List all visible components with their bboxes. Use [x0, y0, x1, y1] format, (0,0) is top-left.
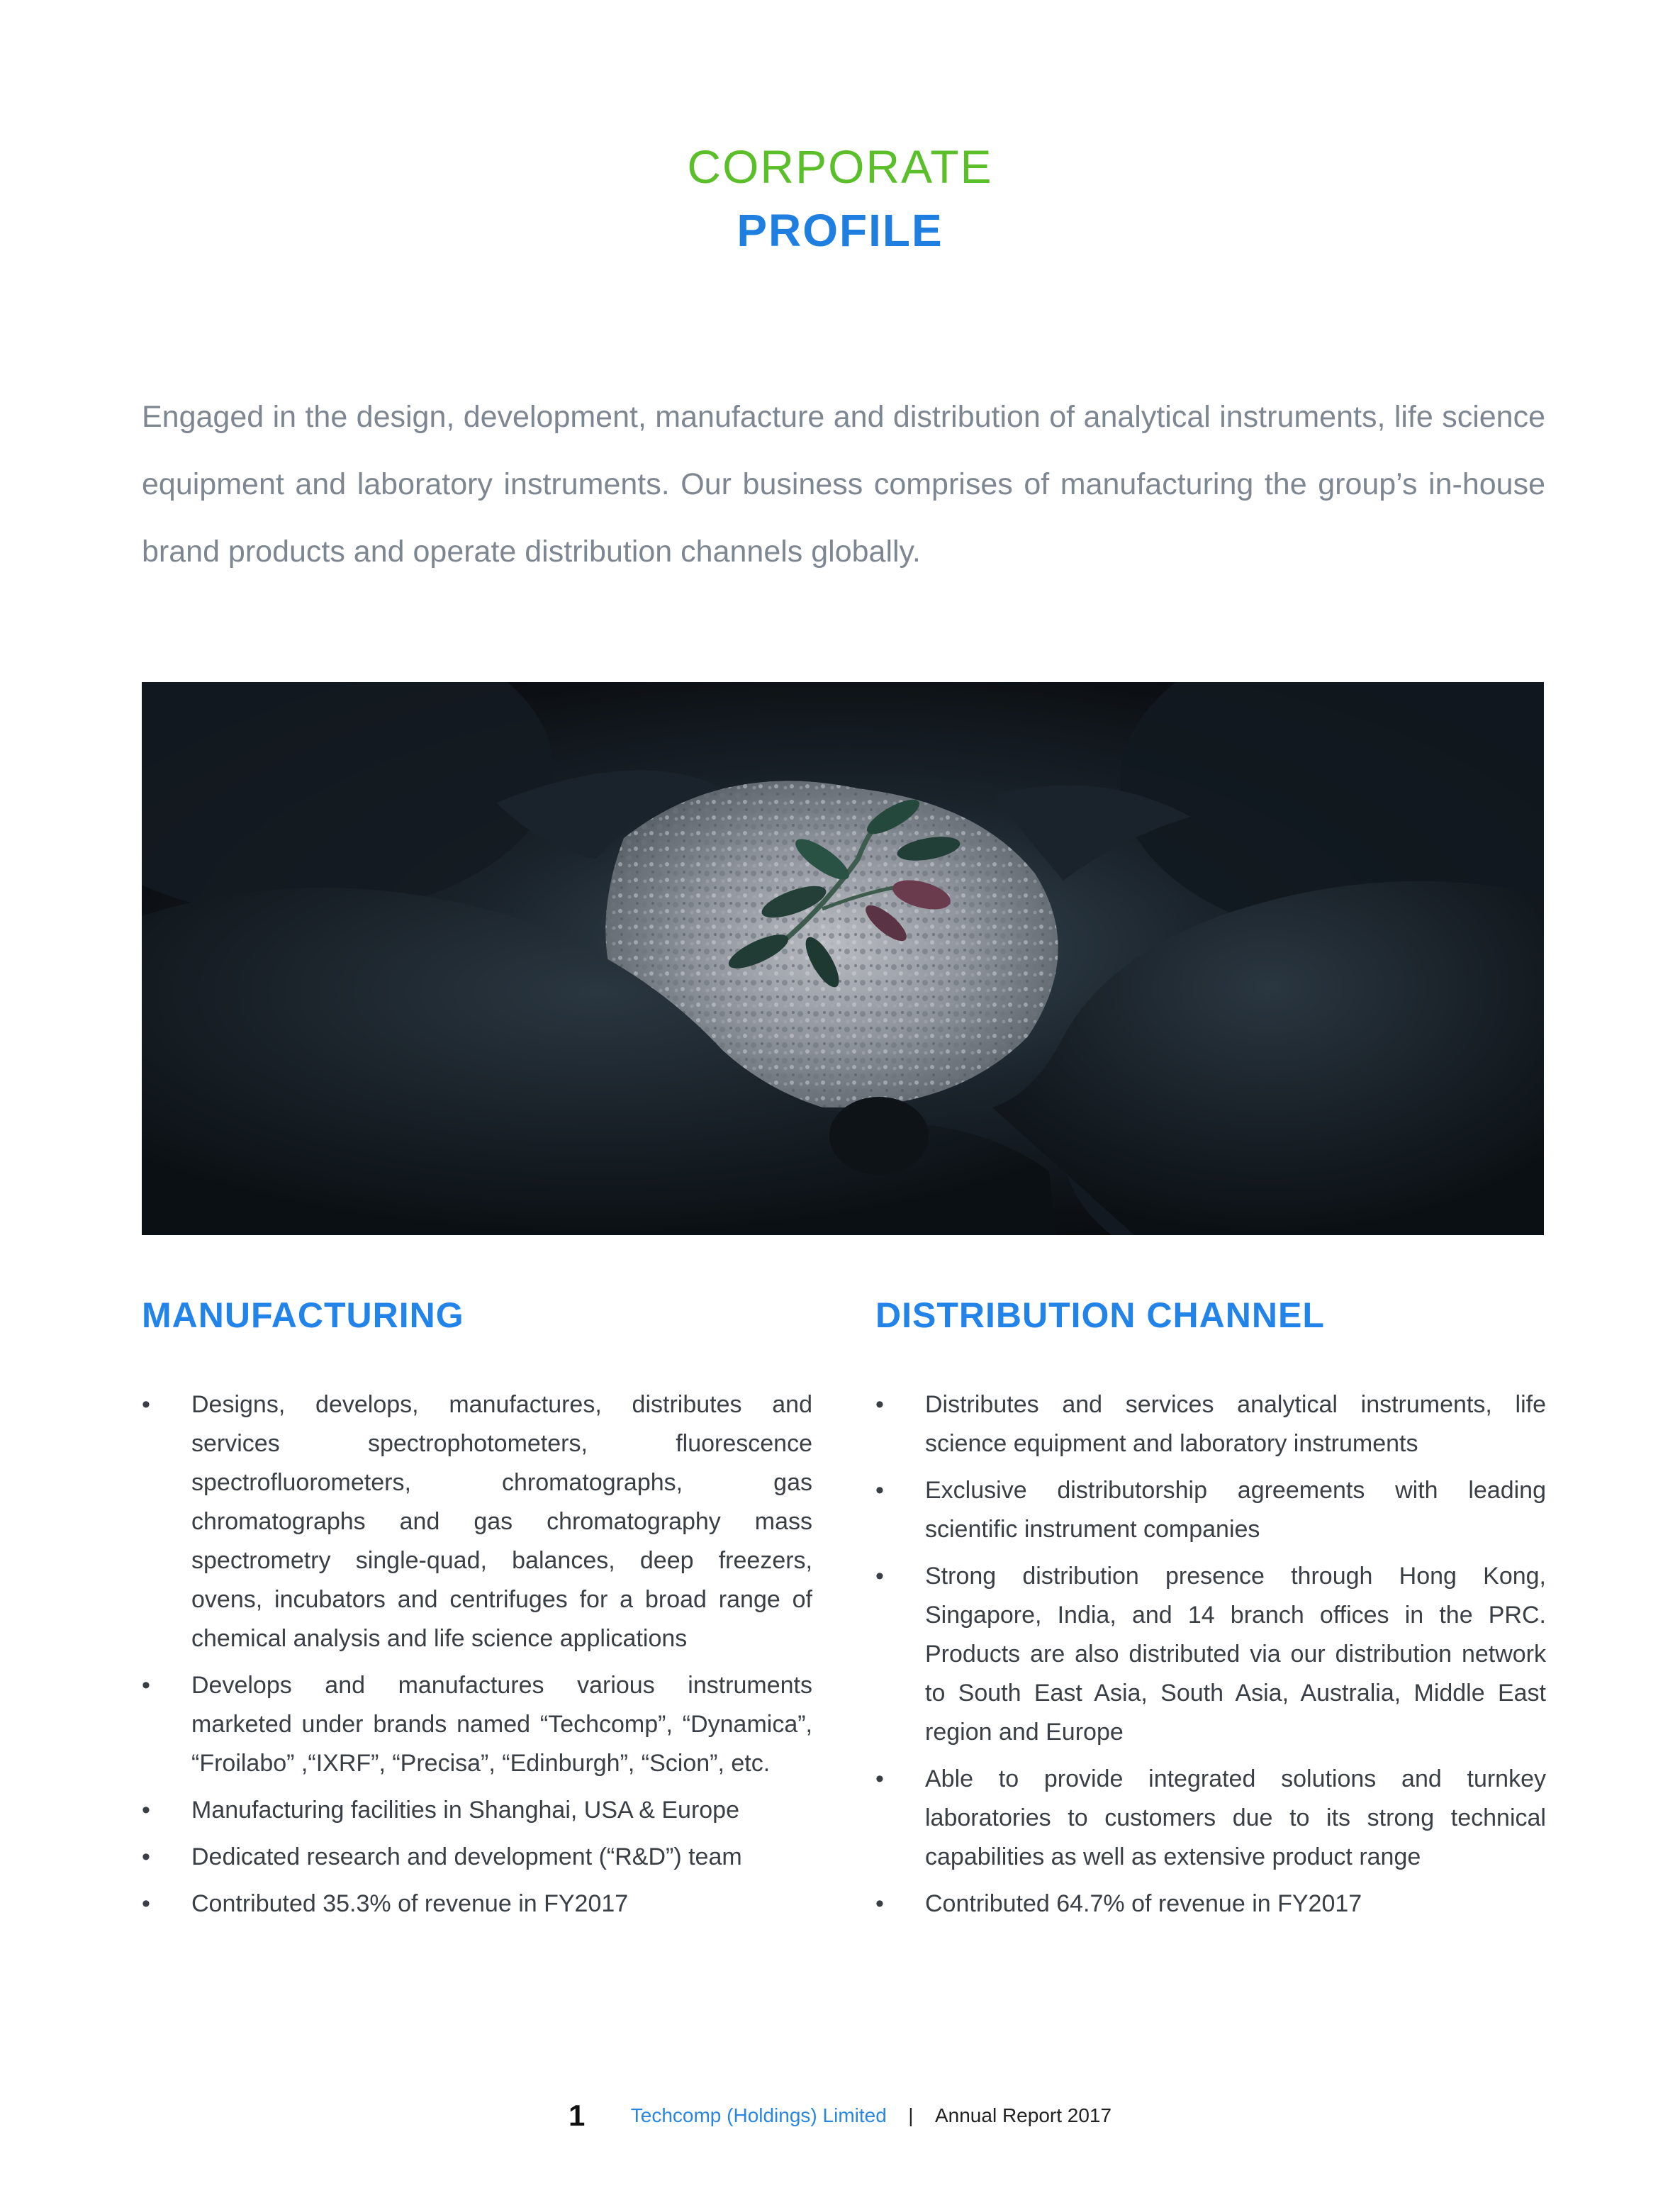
list-item — [875, 1471, 1546, 1549]
list-item-text: Strong distribution presence through Hong Kong, Singapore, India, and 14 branch offices in the PRC. Products are also distributed via our distribution network to South East Asia, South Asia, Australia, Middle East region and Europe — [925, 1563, 1546, 1746]
footer-company: Techcomp (Holdings) Limited — [630, 2104, 887, 2126]
page-footer — [0, 2099, 1680, 2133]
list-item — [142, 1838, 812, 1877]
title-profile: PROFILE — [737, 205, 943, 256]
list-item-text: Designs, develops, manufactures, distributes and services spectrophotometers, fluorescence spectrofluorometers, chromatographs, gas chromatographs and gas chromatography mass spectrometry single-quad, balances, deep freezers, ovens, incubators and centrifuges for a broad range of chemical analysis and life science applications — [191, 1391, 812, 1652]
bullet-icon: • — [142, 1797, 150, 1824]
bullet-icon: • — [875, 1477, 884, 1504]
list-item-text: Contributed 35.3% of revenue in FY2017 — [191, 1890, 629, 1917]
footer-separator: | — [908, 2104, 914, 2126]
bullet-icon: • — [875, 1563, 884, 1590]
footer-report-title: Annual Report 2017 — [934, 2104, 1112, 2126]
list-item-text: Manufacturing facilities in Shanghai, USA & Europe — [191, 1797, 740, 1824]
list-item — [142, 1885, 812, 1924]
hero-photo — [142, 682, 1544, 1235]
list-item — [875, 1385, 1546, 1463]
intro-paragraph: Engaged in the design, development, manufacture and distribution of analytical instruments, life science equipment and laboratory instruments. Our business comprises of manufacturing the group’s in-house brand products and operate distribution channels globally. — [142, 400, 1545, 569]
manufacturing-section — [142, 1290, 812, 1931]
distribution-section — [875, 1290, 1546, 1931]
bullet-icon: • — [875, 1765, 884, 1792]
bullet-icon: • — [142, 1843, 150, 1870]
list-item-text: Distributes and services analytical instruments, life science equipment and laboratory instruments — [925, 1391, 1546, 1457]
distribution-list — [875, 1385, 1546, 1924]
bullet-icon: • — [875, 1890, 884, 1917]
distribution-heading: DISTRIBUTION CHANNEL — [875, 1295, 1325, 1335]
list-item-text: Exclusive distributorship agreements with leading scientific instrument companies — [925, 1477, 1546, 1543]
list-item — [875, 1557, 1546, 1752]
list-item — [142, 1385, 812, 1658]
manufacturing-list — [142, 1385, 812, 1924]
list-item-text: Contributed 64.7% of revenue in FY2017 — [925, 1890, 1362, 1917]
list-item-text: Able to provide integrated solutions and turnkey laboratories to customers due to its strong technical capabilities as well as extensive product range — [925, 1765, 1546, 1870]
seedling-in-hands-image — [142, 682, 1544, 1235]
bullet-icon: • — [875, 1391, 884, 1418]
manufacturing-heading: MANUFACTURING — [142, 1295, 464, 1335]
list-item — [142, 1666, 812, 1783]
title-corporate: CORPORATE — [687, 140, 993, 193]
page-number: 1 — [568, 2099, 586, 2132]
bullet-icon: • — [142, 1890, 150, 1917]
list-item — [875, 1760, 1546, 1877]
list-item-text: Develops and manufactures various instruments marketed under brands named “Techcomp”, “Dynamica”, “Froilabo” ,“IXRF”, “Precisa”, “Edinburgh”, “Scion”, etc. — [191, 1672, 812, 1777]
list-item — [875, 1885, 1546, 1924]
bullet-icon: • — [142, 1672, 150, 1699]
list-item — [142, 1791, 812, 1830]
bullet-icon: • — [142, 1391, 150, 1418]
page-title — [0, 135, 1680, 262]
list-item-text: Dedicated research and development (“R&D”) team — [191, 1843, 742, 1870]
